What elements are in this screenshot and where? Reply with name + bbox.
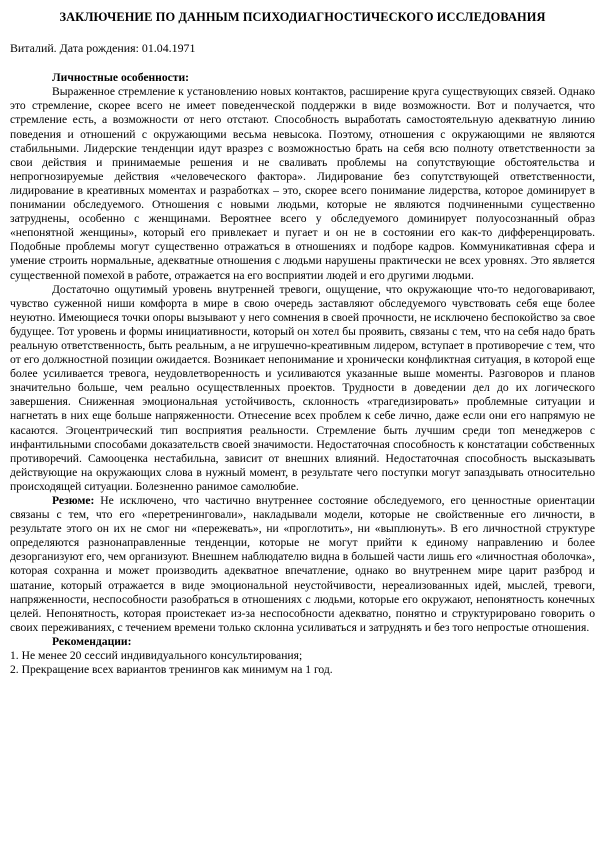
- recommendations-list: [10, 649, 595, 677]
- recommendations-heading: Рекомендации:: [52, 634, 132, 648]
- document-title: ЗАКЛЮЧЕНИЕ ПО ДАННЫМ ПСИХОДИАГНОСТИЧЕСКОГО ИССЛЕДОВАНИЯ: [59, 10, 546, 24]
- paragraph-2: Достаточно ощутимый уровень внутренней тревоги, ощущение, что окружающие что-то недоговаривают, чувство суженной ниши комфорта в мире в свою очередь заставляют обследуемого чувствовать себя еще более неуютно. Имеющиеся точки опоры вызывают у него сомнения в своей прочности, не исключено беспокойство за свое будущее. Тот уровень и формы инициативности, который он хотел бы проявить, связаны с тем, что на себя надо брать реальную ответственность, быть реальным, а не игрушечно-креативным лидером, вступает в противоречие с тем, что от его должностной позиции ожидается. Возникает непонимание и хронически конфликтная ситуация, в которой еще более усиливается тревога, неудовлетворенность и усиливаются указанные выше моменты. Разговоров и планов значительно больше, чем реально осуществленных проектов. Трудности в доведении дел до их логического завершения. Сниженная эмоциональная устойчивость, склонность «трагедизировать» проблемные ситуации и нагнетать в них еще больше напряженности. Отнесение всех проблем к себе лично, даже если они его напрямую не касаются. Эгоцентрический тип восприятия реальности. Стремление быть лучшим среди топ менеджеров с инфантильными способами доказательств своей значимости. Недостаточная способность к констатации собственных противоречий. Самооценка нестабильна, зависит от внешних влияний. Недостаточная способность высказывать действующие на окружающих слова в нужный момент, в результате чего поступки могут запаздывать относительно происходящей ситуации. Болезненно ранимое самолюбие.: [10, 282, 595, 493]
- personal-features-heading: Личностные особенности:: [52, 71, 190, 85]
- resume-text: Не исключено, что частично внутреннее состояние обследуемого, его ценностные ориентации связаны с тем, что его «перетренинговали», накладывали модели, которые не свойственные его личности, в результате этого он их не смог ни «пережевать», ни «проглотить», ни «выплюнуть». В его личностной структуре определяются разнонаправленные тенденции, которые не могут прийти к единому направлению и более дезорганизуют его, чем организуют. Внешнем наблюдателю видна в большей части лишь его «личностная оболочка», которая сохранна и может производить адекватное впечатление, однако во внутреннем мире царит разброд и шатание, который отражается в виде эмоциональной неустойчивости, нереализованных идей, мыслей, тревоги, напряженности, неспособности разобраться в отношениях с людьми, которые его окружают, непонятность конечных целей. Непонятность, которая проистекает из-за неспособности адекватно, понятно и структурировано говорить о своих переживаниях, с течением времени только склонна усиливаться и затруднять и без того непростые отношения.: [10, 494, 595, 634]
- subject-line: Виталий. Дата рождения: 01.04.1971: [10, 41, 196, 56]
- resume-label: Резюме:: [52, 494, 95, 507]
- resume-paragraph: [10, 494, 595, 635]
- paragraph-1: Выраженное стремление к установлению новых контактов, расширение круга существующих связей. Однако это стремление, скорее всего не имеет поведенческой поддержки в виде возможности. Вот и получается, что стремление есть, а возможности от него отстают. Способность выработать самостоятельную адекватную линию поведения и отношений с окружающими весьма невысока. Поэтому, отношения с окружающими не являются стабильными. Лидерские тенденции идут вразрез с возможностью брать на себя всю полноту ответственности за свои действия и принимаемые решения и не сваливать проблемы на сопутствующие обстоятельства и непрогнозируемые действия «человеческого фактора». Лидирование без сопутствующей ответственности, лидирование в креативных моментах и разработках – это, скорее всего понимание лидерства, которое доминирует в понимании обследуемого. Отношения с новыми людьми, которые не являются подчиненными существенно затруднены, особенно с женщинами. Вероятнее всего у обследуемого доминирует полуосознанный образ «непонятной женщины», который его привлекает и пугает и он не в состоянии его как-то дифференцировать. Подобные проблемы могут существенно отражаться в отношениях и подборе кадров. Коммуникативная сфера и умение строить нормальные, адекватные отношения с людьми нарушены практически не всех уровнях. Это является существенной помехой в работе, отражается на его восприятии людей и его другими людьми.: [10, 85, 595, 282]
- recommendation-item: 1. Не менее 20 сессий индивидуального консультирования;: [10, 649, 303, 663]
- recommendation-item: 2. Прекращение всех вариантов тренингов как минимум на 1 год.: [10, 663, 333, 677]
